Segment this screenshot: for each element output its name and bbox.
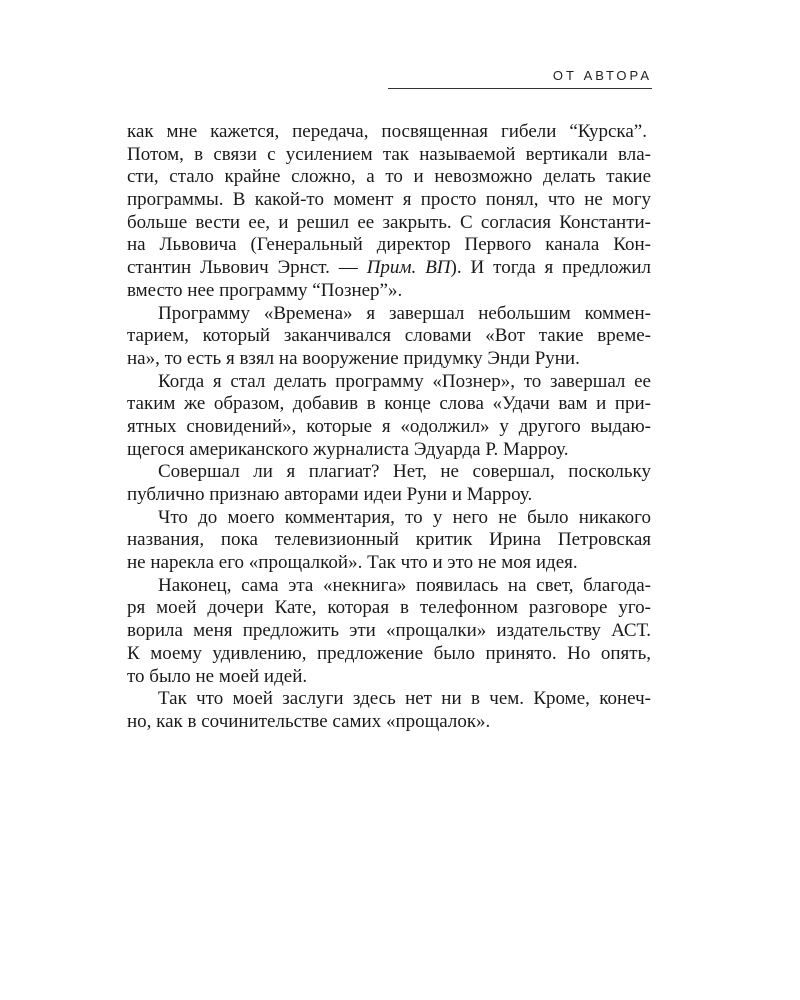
header-rule xyxy=(388,88,652,89)
body-text xyxy=(127,121,651,734)
text-line: ря моей дочери Кате, которая в телефонном разговоре уго- xyxy=(127,597,651,619)
editor-note: Прим. ВП xyxy=(366,257,451,279)
paragraph xyxy=(127,575,651,688)
text-line: названия, пока телевизионный критик Ирина Петровская xyxy=(127,529,651,551)
text-line: таким же образом, добавив в конце слова «Удачи вам и при- xyxy=(127,393,651,415)
text-fragment: стантин Львович Эрнст. — xyxy=(127,257,367,279)
text-line: как мне кажется, передача, посвященная гибели “Курска”. xyxy=(127,121,647,142)
paragraph xyxy=(127,371,651,462)
text-line: вместо нее программу “Познер”». xyxy=(127,279,403,301)
text-line: то было не моей идей. xyxy=(127,665,308,687)
text-line: ворила меня предложить эти «прощалки» издательству АСТ. xyxy=(127,620,651,642)
text-line: К моему удивлению, предложение было принято. Но опять, xyxy=(127,642,651,664)
text-line: программы. В какой-то момент я просто понял, что не могу xyxy=(127,189,651,211)
text-line: Программу «Времена» я завершал небольшим коммен- xyxy=(158,302,651,324)
text-line: сти, стало крайне сложно, а то и невозможно делать такие xyxy=(127,166,651,188)
text-line: Совершал ли я плагиат? Нет, не совершал, поскольку xyxy=(158,461,651,483)
text-line: на», то есть я взял на вооружение придумку Энди Руни. xyxy=(127,347,580,369)
text-line: больше вести ее, и решил ее закрыть. С согласия Константи- xyxy=(127,211,651,233)
text-line: на Львовича (Генеральный директор Первого канала Кон- xyxy=(127,234,651,256)
text-line: не нарекла его «прощалкой». Так что и это не моя идея. xyxy=(127,552,578,574)
paragraph xyxy=(127,507,651,575)
text-line: Наконец, сама эта «некнига» появилась на свет, благода- xyxy=(158,574,651,596)
text-line: Потом, в связи с усилением так называемой вертикали вла- xyxy=(127,143,651,165)
paragraph xyxy=(127,121,651,303)
text-line: Что до моего комментария, то у него не было никакого xyxy=(158,506,651,528)
paragraph xyxy=(127,688,651,733)
paragraph xyxy=(127,461,651,506)
text-fragment: ). И тогда я предложил xyxy=(450,257,651,279)
paragraph xyxy=(127,303,651,371)
text-line: но, как в сочинительстве самих «прощалок». xyxy=(127,710,491,732)
text-line: ятных сновидений», которые я «одолжил» у другого выдаю- xyxy=(127,415,651,437)
running-head: ОТ АВТОРА xyxy=(552,68,652,83)
text-line: Когда я стал делать программу «Познер», то завершал ее xyxy=(158,370,651,392)
text-line: публично признаю авторами идеи Руни и Марроу. xyxy=(127,484,533,505)
text-line xyxy=(127,257,651,280)
text-line: тарием, который заканчивался словами «Вот такие време- xyxy=(127,325,651,347)
text-line: щегося американского журналиста Эдуарда Р. Марроу. xyxy=(127,438,569,460)
text-line: Так что моей заслуги здесь нет ни в чем. Кроме, конеч- xyxy=(158,688,651,710)
